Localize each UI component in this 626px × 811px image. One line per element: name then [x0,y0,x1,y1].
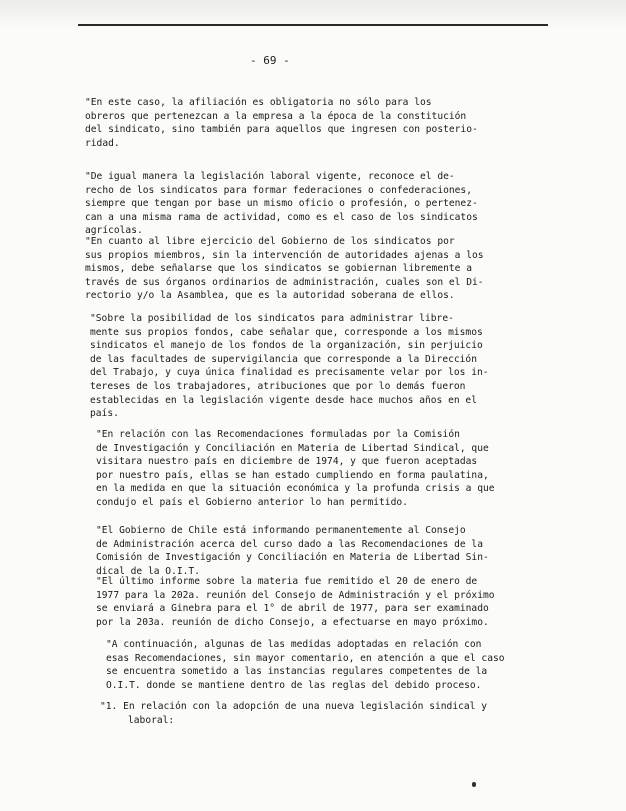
text-line: "En relación con las Recomendaciones formuladas por la Comisión [96,429,460,440]
text-line: del Trabajo, y cuya única finalidad es precisamente velar por los in- [90,367,489,379]
paragraph-9 [100,700,487,727]
text-line: 1977 para la 202a. reunión del Consejo de Administración y el próximo [96,589,495,601]
text-line: se enviará a Ginebra para el 1° de abril de 1977, para ser examinado [96,603,489,615]
text-line: visitara nuestro país en diciembre de 1974, y que fueron aceptadas [96,456,478,468]
text-line: mismos, debe señalarse que los sindicatos se gobiernan libremente a [85,263,472,275]
text-line: O.I.T. donde se mantiene dentro de las reglas del debido proceso. [106,679,482,691]
text-line: rectorio y/o la Asamblea, que es la autoridad soberana de ellos. [85,290,455,302]
paragraph-8 [106,638,505,692]
text-line: ridad. [85,137,120,149]
paragraph-3 [85,235,484,303]
text-line: recho de los sindicatos para formar federaciones o confederaciones, [85,184,472,196]
text-line: través de sus órganos ordinarios de administración, cuales son el Di- [85,276,484,288]
text-line: se encuentra sometido a las instancias regulares competentes de la [106,666,488,678]
text-line: establecidas en la legislación vigente desde hace muchos años en el [90,394,477,406]
text-line: "Sobre la posibilidad de los sindicatos para administrar libre- [90,313,454,324]
text-line: obreros que pertenezcan a la empresa a la época de la constitución [85,110,467,122]
text-line: "El último informe sobre la materia fue remitido el 20 de enero de [96,576,478,587]
text-line: país. [90,408,119,420]
text-line: "De igual manera la legislación laboral vigente, reconoce el de- [85,171,455,182]
text-line: de Administración acerca del curso dado a las Recomendaciones de la [96,538,483,550]
text-line: sus propios miembros, sin la intervención de autoridades ajenas a los [85,249,484,261]
paragraph-7 [96,575,495,629]
text-line: en la medida en que la situación económica y la profunda crisis a que [96,483,495,495]
text-line: por nuestro país, ellas se han estado cumpliendo en forma paulatina, [96,469,489,481]
text-line: "En este caso, la afiliación es obligatoria no sólo para los [85,97,432,108]
text-line: condujo el país el Gobierno anterior lo han permitido. [96,496,408,508]
paragraph-1 [85,96,478,150]
paragraph-4 [90,312,489,421]
text-line: por la 203a. reunión de dicho Consejo, a efectuarse en mayo próximo. [96,616,489,628]
paragraph-5 [96,428,495,510]
text-line: Comisión de Investigación y Conciliación en Materia de Libertad Sin- [96,552,489,564]
ink-mark [472,782,476,787]
text-line: siempre que tengan por base un mismo oficio o profesión, o pertenez- [85,198,478,210]
text-line: de las facultades de supervigilancia que corresponde a la Dirección [90,353,477,365]
text-line: "1. En relación con la adopción de una nueva legislación sindical y [100,701,487,712]
text-line: del sindicato, sino también para aquellos que ingresen con posterio- [85,124,478,136]
text-line: de Investigación y Conciliación en Materia de Libertad Sindical, que [96,442,489,454]
text-line: "El Gobierno de Chile está informando permanentemente al Consejo [96,525,466,536]
text-line: sindicatos el manejo de los fondos de la organización, sin perjuicio [90,340,483,352]
text-line: mente sus propios fondos, cabe señalar que, corresponde a los mismos [90,326,483,338]
text-line: "En cuanto al libre ejercicio del Gobierno de los sindicatos por [85,236,455,247]
text-line: agrícolas. [85,225,143,237]
paragraph-6 [96,524,489,578]
text-line: "A continuación, algunas de las medidas adoptadas en relación con [106,639,482,650]
text-line: esas Recomendaciones, sin mayor comentario, en atención a que el caso [106,652,505,664]
text-line: laboral: [128,714,175,726]
text-line: tereses de los trabajadores, atribuciones que por lo demás fueron [90,380,466,392]
text-line: dical de la O.I.T. [96,565,200,577]
header-rule [78,24,548,26]
paragraph-2 [85,170,478,238]
text-line: can a una misma rama de actividad, como es el caso de los sindicatos [85,211,478,223]
page-number: - 69 - [250,54,290,67]
